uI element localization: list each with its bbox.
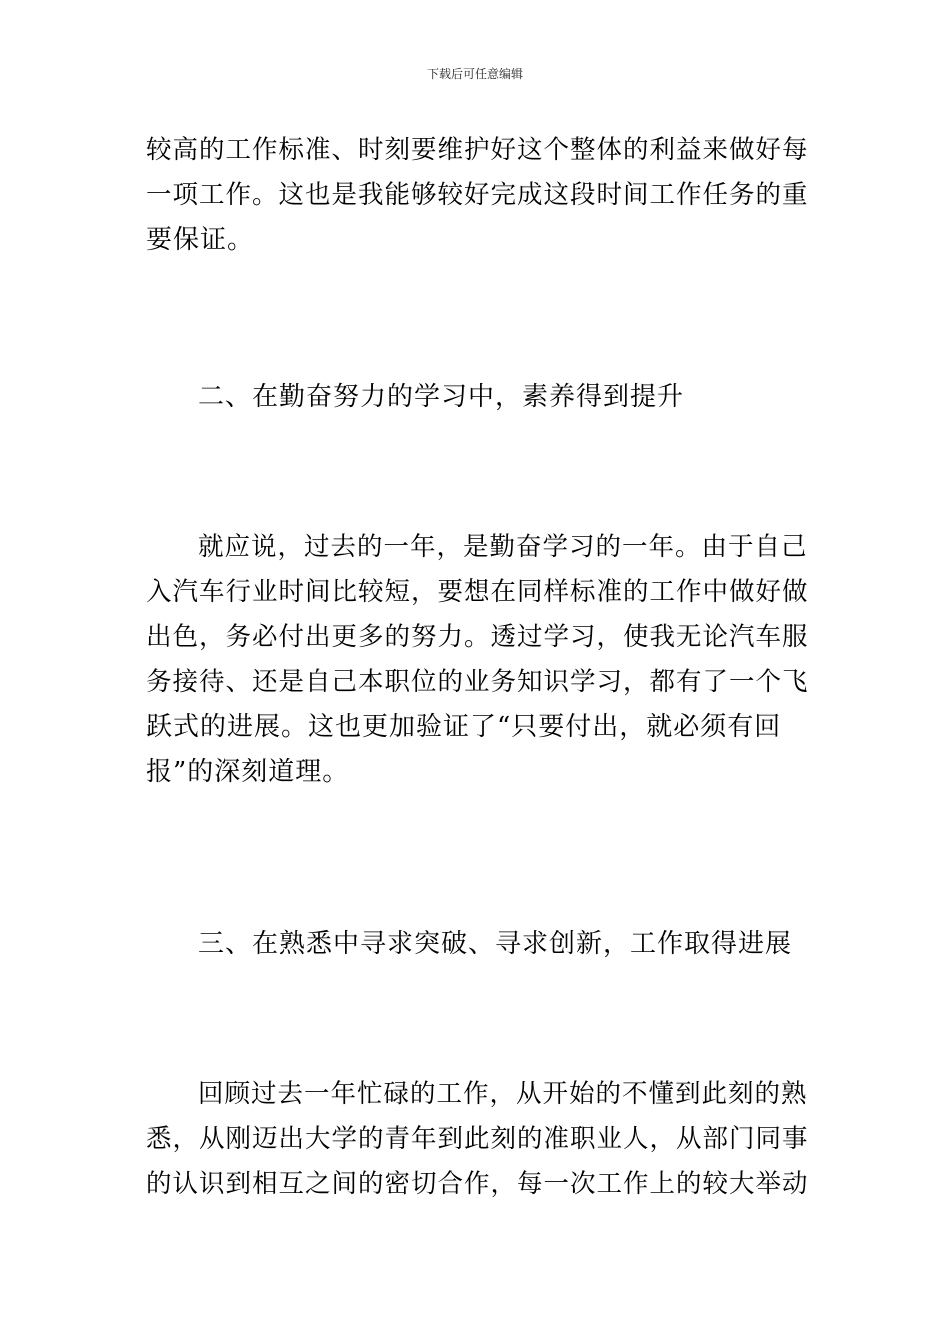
text-line: 务接待、还是自己本职位的业务知识学习，都有了一个飞 [146, 667, 809, 697]
text-line: 跃式的进展。这也更加验证了“只要付出，就必须有回 [146, 712, 782, 742]
text-line: 出色，务必付出更多的努力。透过学习，使我无论汽车服 [146, 622, 809, 652]
text-line: 较高的工作标准、时刻要维护好这个整体的利益来做好每 [146, 135, 809, 165]
text-line: 回顾过去一年忙碌的工作，从开始的不懂到此刻的熟 [198, 1079, 808, 1109]
section-heading-3 [146, 922, 810, 967]
text-line: 就应说，过去的一年，是勤奋学习的一年。由于自己 [198, 532, 808, 562]
text-line: 一项工作。这也是我能够较好完成这段时间工作任务的重 [146, 180, 809, 210]
paragraph-continuation [146, 128, 810, 263]
section-heading-2 [146, 375, 810, 420]
page-header: 下载后可任意编辑 [426, 67, 523, 81]
text-line: 悉，从刚迈出大学的青年到此刻的准职业人，从部门同事 [146, 1124, 809, 1154]
heading-text: 二、在勤奋努力的学习中，素养得到提升 [198, 382, 685, 412]
paragraph-review [146, 1072, 810, 1207]
text-line: 入汽车行业时间比较短，要想在同样标准的工作中做好做 [146, 577, 809, 607]
text-line: 报”的深刻道理。 [146, 757, 350, 787]
heading-text: 三、在熟悉中寻求突破、寻求创新，工作取得进展 [198, 929, 793, 959]
paragraph-study [146, 525, 810, 795]
text-line: 要保证。 [146, 225, 255, 255]
text-line: 的认识到相互之间的密切合作，每一次工作上的较大举动 [146, 1169, 809, 1199]
